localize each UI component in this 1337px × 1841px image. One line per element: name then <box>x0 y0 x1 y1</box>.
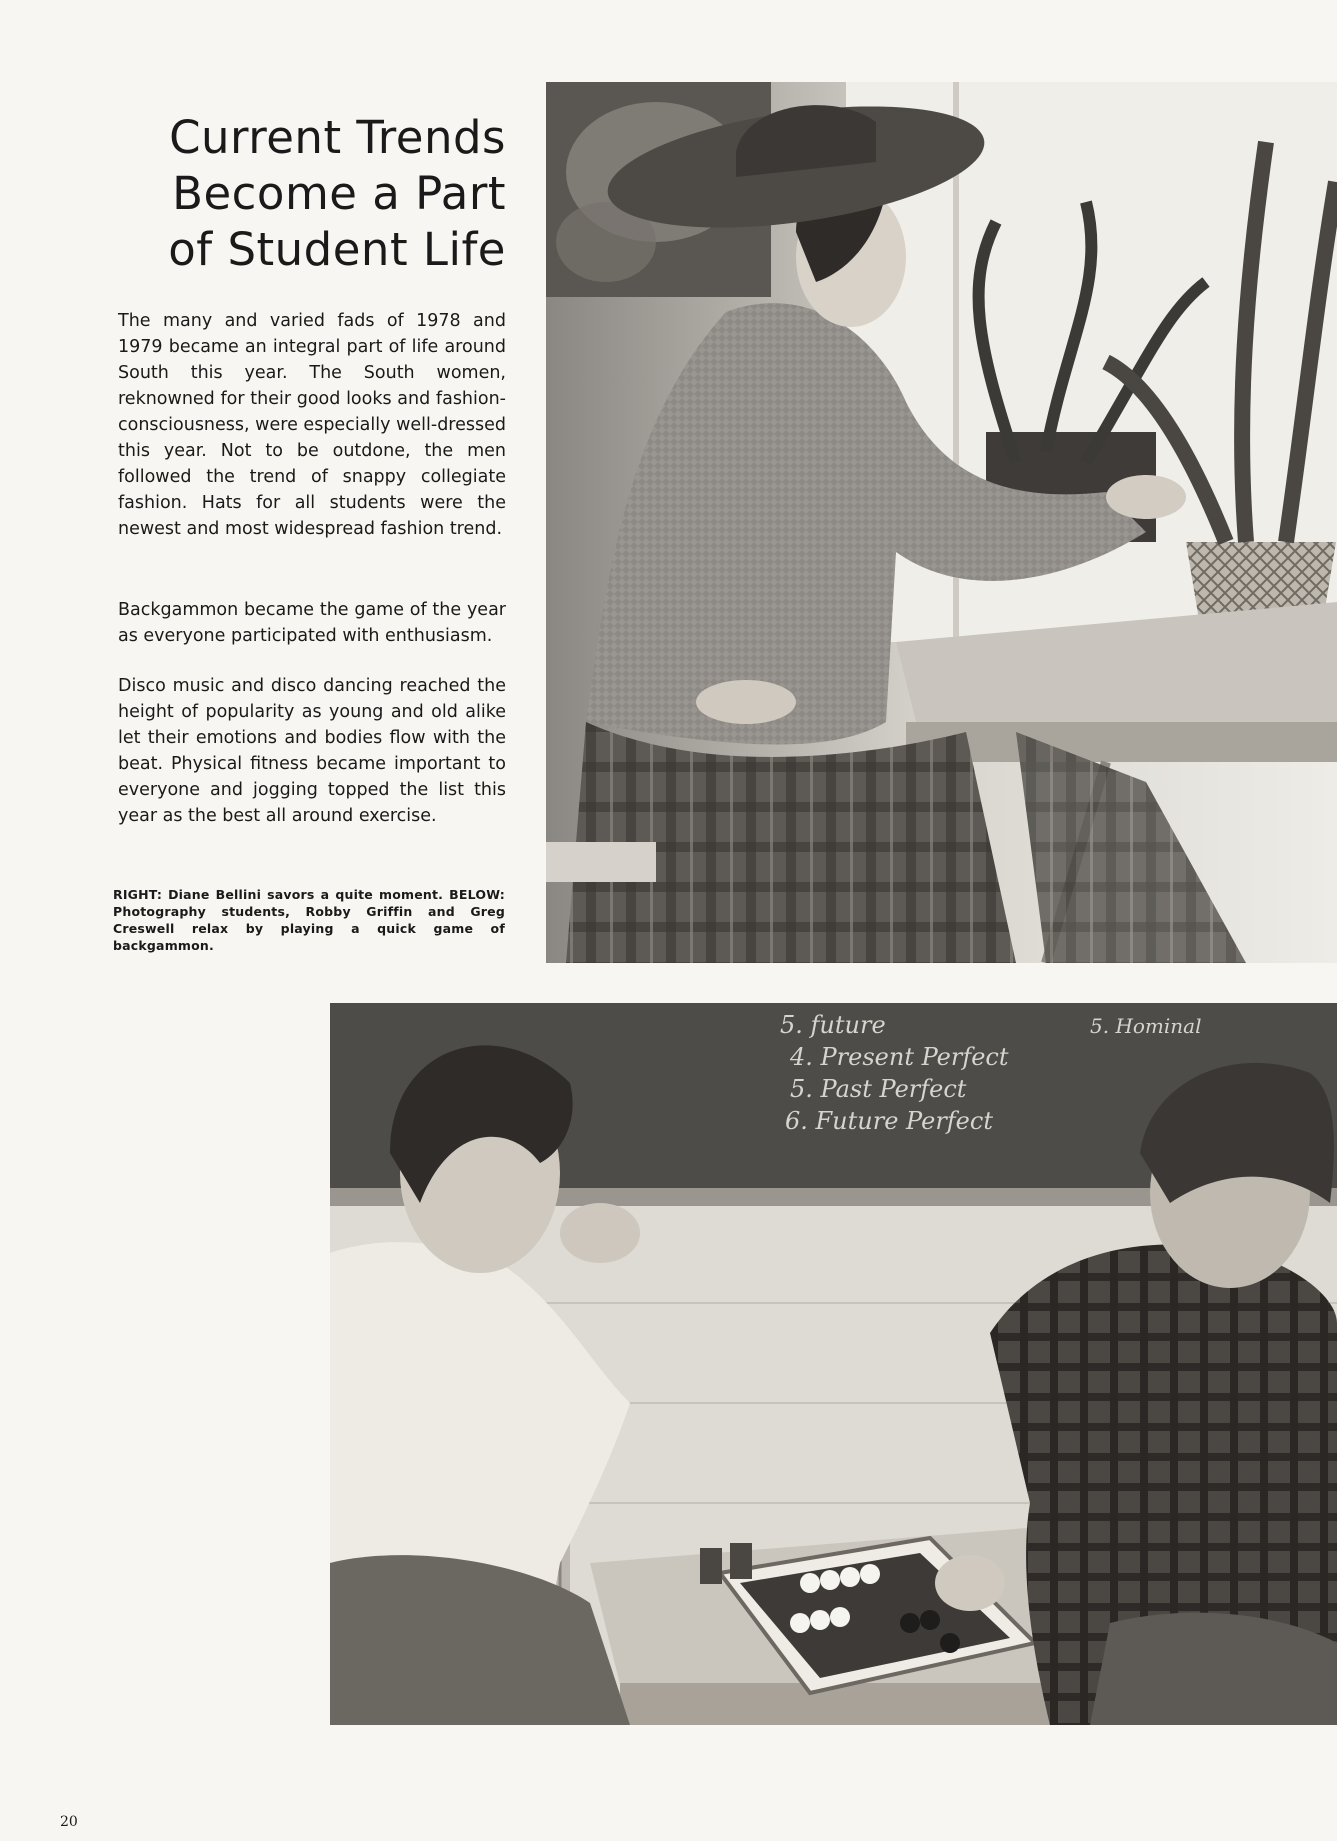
chalk-line-1: 5. future <box>780 1011 886 1039</box>
photo-backgammon-illustration <box>330 1003 1337 1725</box>
body-paragraph-1: The many and varied fads of 1978 and 1979 became an integral part of life around South this year. The South women, reknowned for their good looks and fashion-consciousness, were especially well-dressed this year. Not to be outdone, the men followed the trend of snappy collegiate fashion. Hats for all students were the newest and most widespread fashion trend. <box>118 311 506 539</box>
title-line-1: Current Trends <box>169 111 506 164</box>
chalk-line-3: 5. Past Perfect <box>790 1075 967 1103</box>
title-line-2: Become a Part <box>172 167 506 220</box>
chalk-line-4: 6. Future Perfect <box>785 1107 993 1135</box>
photo-woman-illustration <box>546 82 1337 963</box>
page-number: 20 <box>60 1814 78 1830</box>
photo-woman-with-plants <box>546 82 1337 963</box>
body-paragraph-2: Backgammon became the game of the year as everyone participated with enthusiasm. <box>118 600 506 646</box>
chalk-line-5: 5. Hominal <box>1090 1014 1202 1038</box>
photo-backgammon-students <box>330 1003 1337 1725</box>
article-title <box>120 110 506 278</box>
body-paragraph-3: Disco music and disco dancing reached the height of popularity as young and old alike let their emotions and bodies flow with the beat. Physical fitness became important to everyone and jogging topped the list this year as the best all around exercise. <box>118 676 506 826</box>
chalk-line-2: 4. Present Perfect <box>790 1043 1009 1071</box>
title-line-3: of Student Life <box>168 223 506 276</box>
photo-caption: RIGHT: Diane Bellini savors a quite moment. BELOW: Photography students, Robby Griffin and Greg Creswell relax by playing a quick game of backgammon. <box>113 887 505 953</box>
